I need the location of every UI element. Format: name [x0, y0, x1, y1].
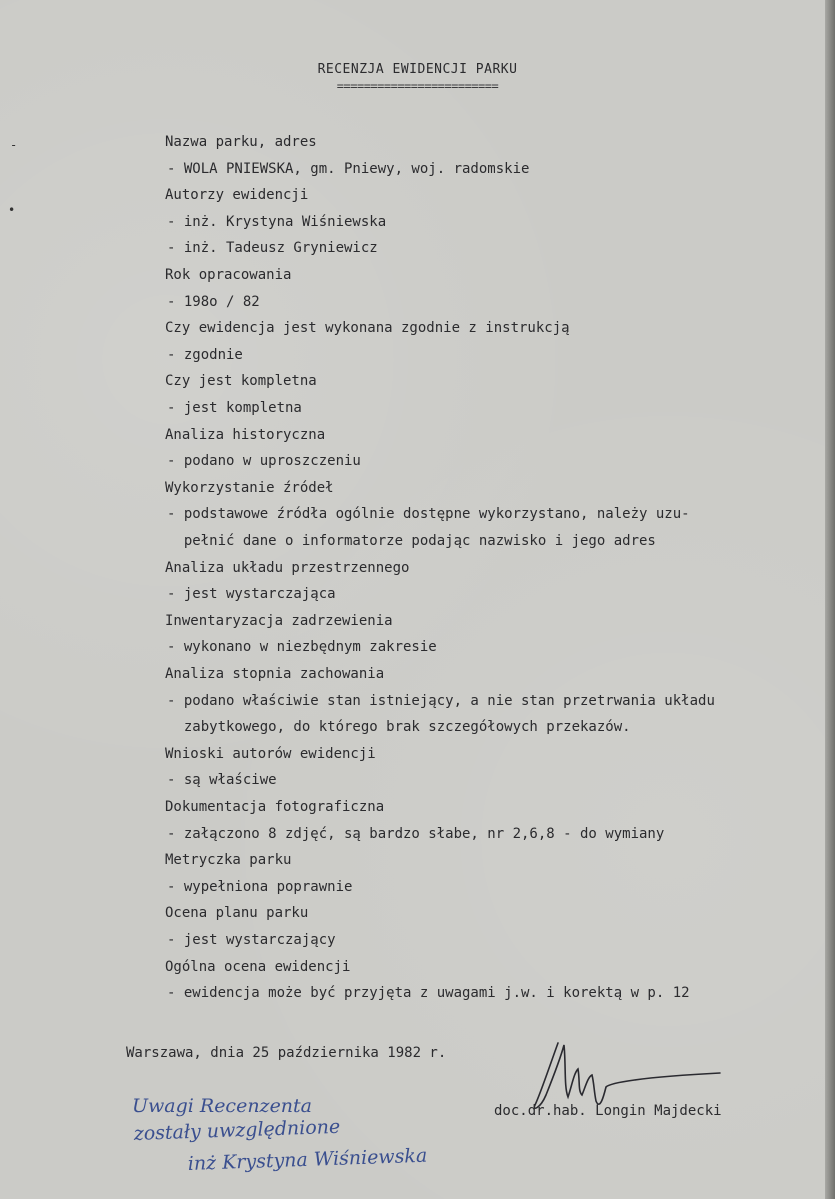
item-answer: - załączono 8 zdjęć, są bardzo słabe, nr 2,6,8 - do wymiany: [167, 825, 665, 842]
item-answer: zabytkowego, do którego brak szczegółowych przekazów.: [167, 719, 631, 736]
item-question: Analiza stopnia zachowania: [165, 666, 385, 682]
item-question: Nazwa parku, adres: [165, 134, 317, 150]
item-question: Dokumentacja fotograficzna: [165, 799, 385, 815]
item-question: Ogólna ocena ewidencji: [165, 958, 351, 975]
item-answer: - 198o / 82: [167, 293, 260, 310]
item-answer: pełnić dane o informatorze podając nazwisko i jego adres: [167, 533, 656, 549]
item-answer: - podstawowe źródła ogólnie dostępne wykorzystano, należy uzu-: [167, 506, 690, 523]
item-answer: - wypełniona poprawnie: [167, 878, 353, 895]
reviewer-signature: [520, 1025, 730, 1115]
item-answer: - zgodnie: [167, 346, 243, 363]
item-question: Wnioski autorów ewidencji: [165, 745, 376, 762]
item-question: Czy ewidencja jest wykonana zgodnie z instrukcją: [165, 320, 570, 337]
item-answer: - jest kompletna: [167, 400, 302, 416]
page-edge: [825, 0, 835, 1199]
item-answer: - WOLA PNIEWSKA, gm. Pniewy, woj. radomskie: [167, 160, 530, 177]
item-answer: - jest wystarczająca: [167, 586, 336, 603]
document-title: RECENZJA EWIDENCJI PARKU: [317, 62, 518, 77]
item-question: Czy jest kompletna: [165, 373, 317, 390]
item-answer: - wykonano w niezbędnym zakresie: [167, 639, 437, 656]
item-answer: - ewidencja może być przyjęta z uwagami j.w. i korektą w p. 12: [167, 985, 690, 1002]
handwritten-note-line: Uwagi Recenzenta: [132, 1095, 313, 1117]
margin-mark: •: [8, 203, 16, 217]
item-question: Autorzy ewidencji: [165, 187, 309, 204]
item-answer: - są właściwe: [167, 772, 277, 789]
item-answer: - inż. Tadeusz Gryniewicz: [167, 240, 378, 257]
handwritten-note: [130, 1090, 490, 1180]
item-question: Ocena planu parku: [165, 905, 309, 922]
margin-mark: -: [10, 138, 18, 152]
item-question: Analiza historyczna: [165, 426, 326, 443]
item-question: Analiza układu przestrzennego: [165, 559, 410, 576]
item-question: Metryczka parku: [165, 852, 292, 869]
item-question: Wykorzystanie źródeł: [165, 479, 334, 496]
item-answer: - inż. Krystyna Wiśniewska: [167, 213, 387, 230]
item-question: Rok opracowania: [165, 267, 292, 283]
item-answer: - jest wystarczający: [167, 932, 336, 948]
title-underline: ========================: [336, 79, 499, 93]
item-answer: - podano w uproszczeniu: [167, 453, 361, 470]
reviewer-name: doc.dr.hab. Longin Majdecki: [494, 1103, 722, 1119]
handwritten-note-line: zostały uwzględnione: [133, 1115, 341, 1145]
handwritten-note-line: inż Krystyna Wiśniewska: [187, 1144, 428, 1175]
item-answer: - podano właściwie stan istniejący, a nie stan przetrwania układu: [167, 692, 715, 709]
item-question: Inwentaryzacja zadrzewienia: [165, 612, 393, 629]
place-date: Warszawa, dnia 25 października 1982 r.: [126, 1045, 447, 1061]
